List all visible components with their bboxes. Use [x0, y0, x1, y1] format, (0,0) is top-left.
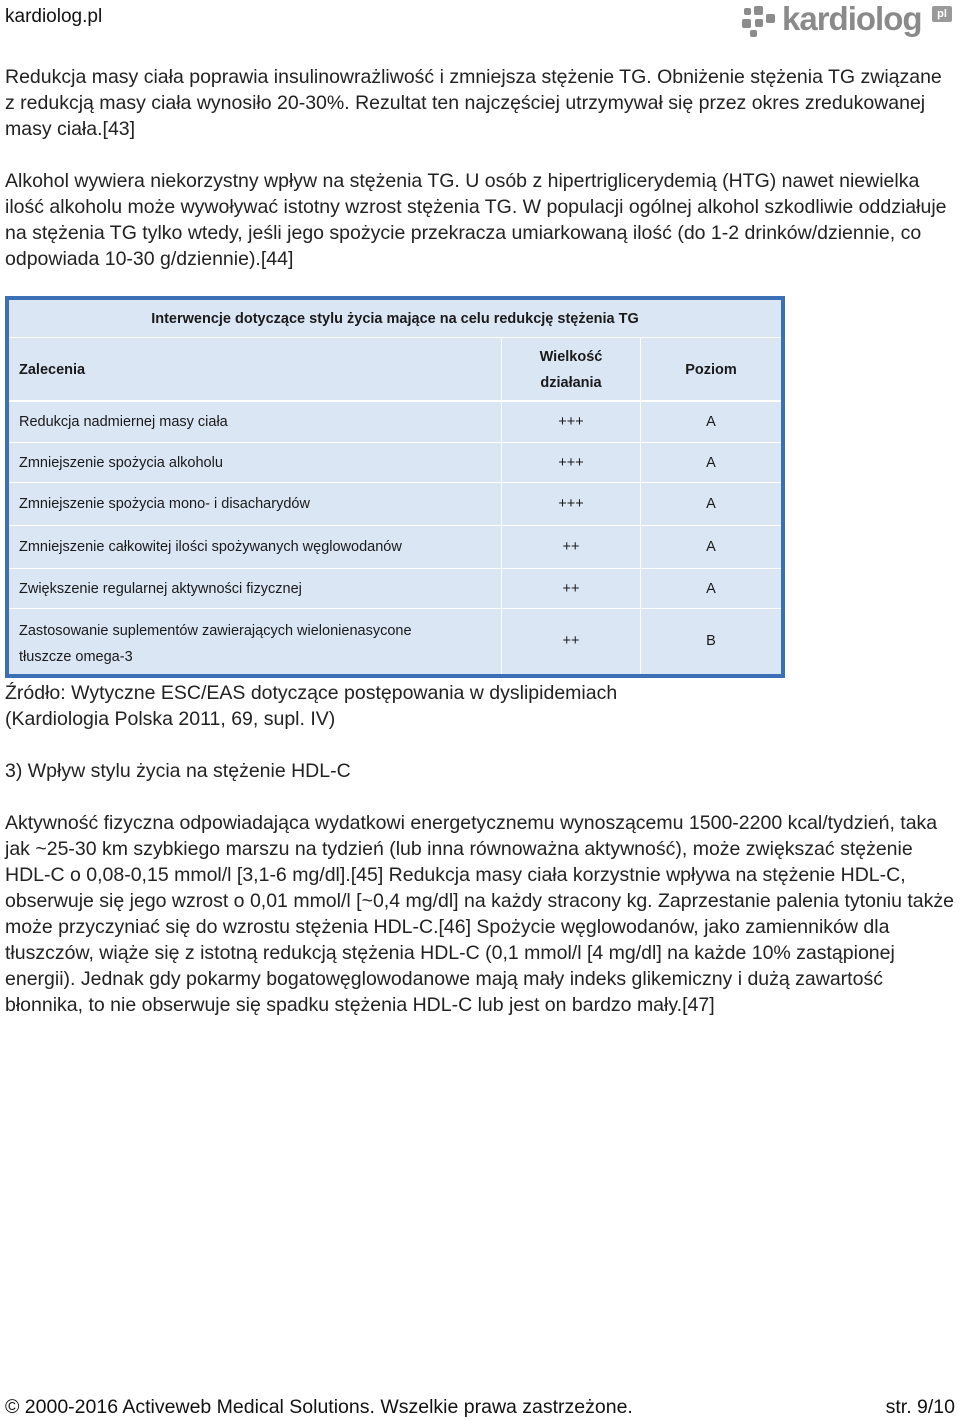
- paragraph-alcohol: Alkohol wywiera niekorzystny wpływ na stężenia TG. U osób z hipertriglicerydemią (HTG) nawet niewielka ilość alkoholu może wywoływać istotny wzrost stężenia TG. W populacji ogólnej alkohol szkodliwie oddziałuje na stężenia TG tylko wtedy, jeśli jego spożycie przekracza umiarkowaną ilość (do 1-2 drinków/dziennie, co odpowiada 10-30 g/dziennie).[44]: [5, 170, 947, 270]
- table-source: Źródło: Wytyczne ESC/EAS dotyczące postępowania w dyslipidemiach (Kardiologia Polska 2011, 69, supl. IV): [5, 682, 618, 730]
- table-row: Zmniejszenie spożycia alkoholu +++ A: [9, 443, 781, 483]
- table-row: Zastosowanie suplementów zawierających wielonienasycone tłuszcze omega-3 ++ B: [9, 609, 781, 674]
- kardiolog-logo: [742, 2, 958, 42]
- table-title: Interwencje dotyczące stylu życia mające na celu redukcję stężenia TG: [9, 300, 781, 338]
- table-row: Zmniejszenie spożycia mono- i disacharydów +++ A: [9, 483, 781, 526]
- logo-badge: pl: [932, 6, 952, 22]
- paragraph-weight-reduction: Redukcja masy ciała poprawia insulinowrażliwość i zmniejsza stężenie TG. Obniżenie stężenia TG związane z redukcją masy ciała wynosiło 20-30%. Rezultat ten najczęściej utrzymywał się przez okres zredukowanej masy ciała.[43]: [5, 66, 942, 140]
- header-effect: Wielkość działania: [501, 338, 641, 402]
- header-level: Poziom: [685, 362, 737, 378]
- section-heading: 3) Wpływ stylu życia na stężenie HDL-C: [5, 760, 351, 782]
- logo-wordmark: kardiolog: [782, 0, 922, 37]
- paragraph-hdl: Aktywność fizyczna odpowiadająca wydatkowi energetycznemu wynoszącemu 1500-2200 kcal/tydzień, taka jak ~25-30 km szybkiego marszu na tydzień (lub inna równoważna aktywność), może zwiększać stężenie HDL-C o 0,08-0,15 mmol/l [3,1-6 mg/dl].[45] Redukcja masy ciała korzystnie wpływa na stężenie HDL-C, obserwuje się jego wzrost o 0,01 mmol/l [~0,4 mg/dl] na każdy stracony kg. Zaprzestanie palenia tytoniu także może przyczyniać się do wzrostu stężenia HDL-C.[46] Spożycie węglowodanów, jako zamienników dla tłuszczów, wiąże się z istotną redukcją stężenia HDL-C (0,1 mmol/l [4 mg/dl] na każde 10% zastąpionej energii). Jednak gdy pokarmy bogatowęglowodanowe mają mały indeks glikemiczny i dużą zawartość błonnika, to nie obserwuje się spadku stężenia HDL-C lub jest on bardzo mały.[47]: [5, 812, 954, 1016]
- logo-dots-icon: [742, 6, 778, 38]
- table-row: Redukcja nadmiernej masy ciała +++ A: [9, 402, 781, 443]
- footer-copyright: © 2000-2016 Activeweb Medical Solutions. Wszelkie prawa zastrzeżone.: [5, 1396, 633, 1418]
- table-row: Zwiększenie regularnej aktywności fizycznej ++ A: [9, 569, 781, 609]
- tg-interventions-table: [5, 296, 785, 678]
- site-name: kardiolog.pl: [5, 6, 103, 27]
- table-header-row: [9, 338, 781, 402]
- table-row: Zmniejszenie całkowitej ilości spożywanych węglowodanów ++ A: [9, 526, 781, 569]
- header-recommendation: Zalecenia: [19, 362, 86, 378]
- page-number: str. 9/10: [885, 1396, 955, 1418]
